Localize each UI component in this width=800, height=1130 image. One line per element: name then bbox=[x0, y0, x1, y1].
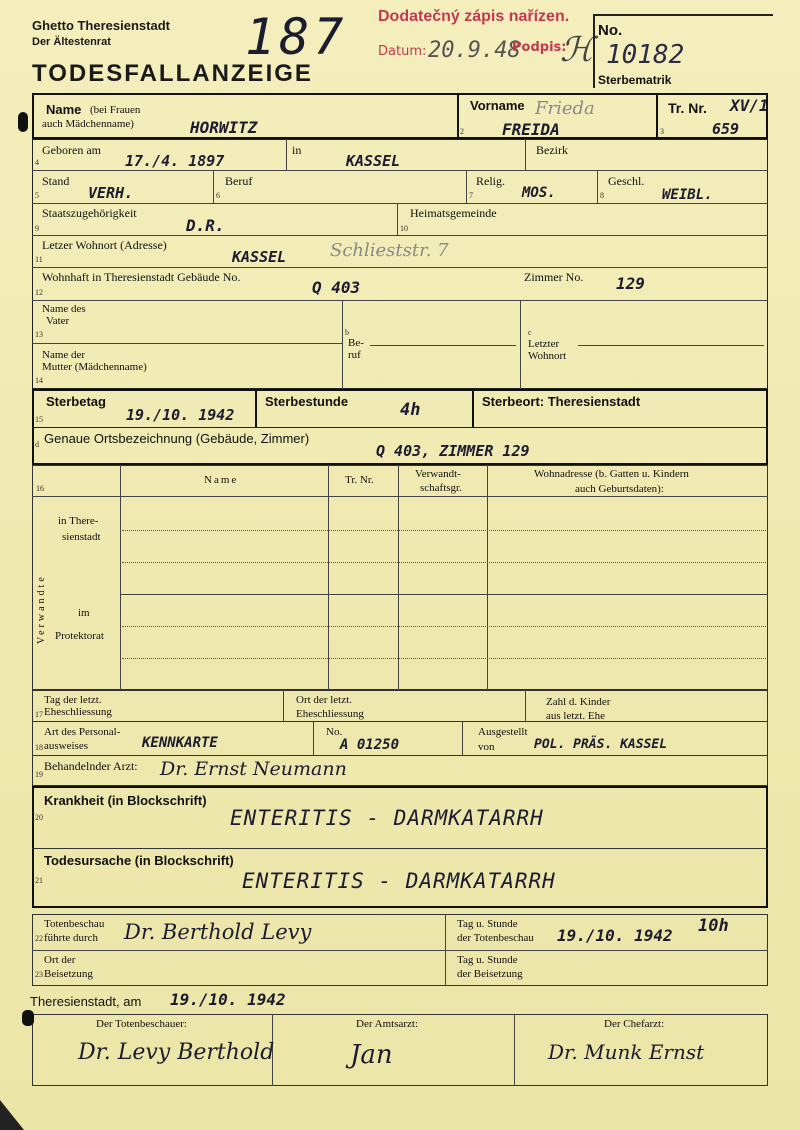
council-name: Der Ältestenrat bbox=[32, 36, 111, 48]
col-wohn2: auch Geburtsdaten): bbox=[575, 483, 664, 495]
sterbematrik-number: 10182 bbox=[606, 40, 685, 70]
col-wohn1: Wohnadresse (b. Gatten u. Kindern bbox=[534, 468, 689, 480]
stamp-addendum: Dodatečný zápis nařízen. bbox=[378, 8, 570, 25]
ausweis-no-value: A 01250 bbox=[340, 737, 400, 753]
in-label: in bbox=[292, 143, 302, 157]
beisetzung-ort-label2: Beisetzung bbox=[44, 968, 93, 980]
signature-totenbeschauer: Dr. Levy Berthold bbox=[78, 1040, 275, 1065]
totenbeschau-label2: führte durch bbox=[44, 932, 99, 944]
vater-label1: Name des bbox=[42, 303, 86, 315]
vorname-label: Vorname bbox=[470, 98, 525, 113]
field-letter: c bbox=[528, 328, 532, 337]
stamp-signature: ℋ bbox=[560, 30, 594, 70]
beschau-tag-label1: Tag u. Stunde bbox=[457, 918, 518, 930]
gebaeude-label: Wohnhaft in Theresienstadt Gebäude No. bbox=[42, 270, 241, 284]
verwandte-label: Verwandte bbox=[36, 574, 47, 644]
beschau-stunde-value: 10h bbox=[698, 916, 729, 936]
field-number: 10 bbox=[400, 224, 408, 233]
geschl-label: Geschl. bbox=[608, 174, 645, 188]
field-number: 11 bbox=[35, 255, 43, 264]
col-verw1: Verwandt- bbox=[415, 468, 461, 480]
ausweis-no-label: No. bbox=[326, 726, 343, 738]
personal-data-block bbox=[32, 139, 768, 389]
beschau-tag-label2: der Totenbeschau bbox=[457, 932, 534, 944]
field-number: 12 bbox=[35, 288, 43, 297]
heirat-tag-label1: Tag der letzt. bbox=[44, 694, 102, 706]
field-number: 4 bbox=[35, 158, 39, 167]
field-number: 23 bbox=[35, 970, 43, 979]
punch-hole-mark bbox=[18, 112, 28, 132]
col-name: Name bbox=[204, 474, 239, 486]
field-number: 2 bbox=[460, 127, 464, 136]
ausweis-art-label1: Art des Personal- bbox=[44, 726, 121, 738]
beschau-tag-value: 19./10. 1942 bbox=[557, 926, 673, 945]
chefarzt-label: Der Chefarzt: bbox=[604, 1018, 665, 1030]
arzt-row bbox=[32, 756, 768, 786]
field-number: 16 bbox=[36, 484, 44, 493]
staat-value: D.R. bbox=[186, 216, 225, 235]
trnr-value2: 659 bbox=[712, 120, 740, 138]
relatives-table bbox=[32, 465, 768, 690]
todesursache-label: Todesursache (in Blockschrift) bbox=[44, 853, 234, 868]
wohnort-value: KASSEL bbox=[232, 248, 287, 266]
stand-value: VERH. bbox=[88, 184, 134, 202]
beisetzung-tag-label1: Tag u. Stunde bbox=[457, 954, 518, 966]
heirat-ort-label2: Eheschliessung bbox=[296, 708, 364, 720]
field-number: 20 bbox=[35, 813, 43, 822]
ausgestellt-label1: Ausgestellt bbox=[478, 726, 528, 738]
geboren-value: 17./4. 1897 bbox=[125, 152, 225, 170]
field-number: 17 bbox=[35, 710, 43, 719]
field-number: 9 bbox=[35, 224, 39, 233]
bezirk-label: Bezirk bbox=[536, 143, 568, 157]
trnr-label: Tr. Nr. bbox=[668, 100, 707, 116]
sterbetag-label: Sterbetag bbox=[46, 394, 106, 409]
sterbestunde-label: Sterbestunde bbox=[265, 394, 349, 409]
kinder-label2: aus letzt. Ehe bbox=[546, 710, 605, 722]
col-trnr: Tr. Nr. bbox=[345, 474, 374, 486]
field-number: 19 bbox=[35, 770, 43, 779]
stamp-datum-label: Datum: bbox=[378, 44, 427, 59]
punch-hole-mark bbox=[22, 1010, 34, 1026]
vorname-pencil: Frieda bbox=[535, 98, 595, 119]
kinder-label1: Zahl d. Kinder bbox=[546, 696, 611, 708]
relig-value: MOS. bbox=[522, 185, 556, 201]
ausweis-art-label2: ausweises bbox=[44, 740, 88, 752]
place-date-label: Theresienstadt, am bbox=[30, 994, 142, 1009]
marriage-row bbox=[32, 690, 768, 722]
arzt-value: Dr. Ernst Neumann bbox=[160, 758, 347, 780]
no-label: No. bbox=[598, 22, 623, 39]
beisetzung-tag-label2: der Beisetzung bbox=[457, 968, 523, 980]
eltern-wohnort-label1: Letzter bbox=[528, 338, 560, 350]
form-title: TODESFALLANZEIGE bbox=[32, 60, 313, 87]
field-letter: d bbox=[35, 440, 39, 449]
field-number: 8 bbox=[600, 191, 604, 200]
signature-chefarzt: Dr. Munk Ernst bbox=[548, 1040, 705, 1064]
name-label-small: (bei Frauen bbox=[90, 104, 141, 116]
name-value: HORWITZ bbox=[190, 118, 258, 137]
stamp-datum-value: 20.9.48 bbox=[428, 38, 521, 63]
ghetto-name: Ghetto Theresienstadt bbox=[32, 18, 170, 33]
field-number: 5 bbox=[35, 191, 39, 200]
field-number: 15 bbox=[35, 415, 43, 424]
torn-corner bbox=[0, 1100, 24, 1130]
protektorat-label: Protektorat bbox=[55, 630, 104, 642]
in-there-label2: sienstadt bbox=[62, 531, 101, 543]
wohnort-label: Letzer Wohnort (Adresse) bbox=[42, 238, 167, 252]
totenbeschau-label1: Totenbeschau bbox=[44, 918, 105, 930]
sterbetag-value: 19./10. 1942 bbox=[126, 406, 235, 424]
amtsarzt-label: Der Amtsarzt: bbox=[356, 1018, 419, 1030]
field-number: 7 bbox=[469, 191, 473, 200]
wohnort-pencil: Schlieststr. 7 bbox=[330, 240, 449, 261]
in-there-label1: in There- bbox=[58, 515, 99, 527]
field-number: 13 bbox=[35, 330, 43, 339]
trnr-value1: XV/1 bbox=[730, 96, 769, 115]
sterbeort-label: Sterbeort: Theresienstadt bbox=[482, 394, 641, 409]
geburtsort-value: KASSEL bbox=[346, 152, 401, 170]
ausgestellt-value: POL. PRÄS. KASSEL bbox=[534, 737, 668, 752]
im-label: im bbox=[78, 607, 90, 619]
arzt-label: Behandelnder Arzt: bbox=[44, 759, 138, 773]
krankheit-label: Krankheit (in Blockschrift) bbox=[44, 793, 207, 808]
heirat-ort-label1: Ort der letzt. bbox=[296, 694, 352, 706]
name-label-small2: auch Mädchenname) bbox=[42, 118, 134, 130]
gebaeude-value: Q 403 bbox=[312, 278, 361, 297]
zimmer-value: 129 bbox=[616, 274, 645, 293]
place-date-value: 19./10. 1942 bbox=[170, 990, 286, 1009]
handwritten-number: 187 bbox=[245, 8, 348, 66]
field-number: 22 bbox=[35, 934, 43, 943]
eltern-beruf-label1: Be- bbox=[348, 337, 364, 349]
name-label: Name bbox=[46, 102, 82, 117]
eltern-wohnort-label2: Wohnort bbox=[528, 350, 567, 362]
staat-label: Staatszugehörigkeit bbox=[42, 206, 137, 220]
eltern-beruf-label2: ruf bbox=[348, 349, 361, 361]
zimmer-label: Zimmer No. bbox=[524, 270, 584, 284]
vater-label2: Vater bbox=[46, 315, 70, 327]
ausgestellt-label2: von bbox=[478, 741, 495, 753]
heimat-label: Heimatsgemeinde bbox=[410, 206, 497, 220]
mutter-label2: Mutter (Mädchenname) bbox=[42, 361, 147, 373]
sterbematrik-label: Sterbematrik bbox=[598, 73, 672, 87]
field-number: 18 bbox=[35, 743, 43, 752]
ortsbezeichnung-value: Q 403, ZIMMER 129 bbox=[376, 442, 530, 460]
signature-amtsarzt: Jan bbox=[350, 1040, 393, 1070]
beisetzung-ort-label1: Ort der bbox=[44, 954, 76, 966]
field-number: 6 bbox=[216, 191, 220, 200]
sterbestunde-value: 4h bbox=[400, 400, 421, 420]
relig-label: Relig. bbox=[476, 174, 505, 188]
field-letter: b bbox=[345, 328, 349, 337]
vorname-value: FREIDA bbox=[502, 120, 560, 139]
ortsbezeichnung-label: Genaue Ortsbezeichnung (Gebäude, Zimmer) bbox=[44, 431, 310, 446]
geboren-label: Geboren am bbox=[42, 143, 101, 157]
totenbeschauer-label: Der Totenbeschauer: bbox=[96, 1018, 187, 1030]
mutter-label1: Name der bbox=[42, 349, 86, 361]
geschl-value: WEIBL. bbox=[662, 187, 713, 203]
krankheit-value: ENTERITIS - DARMKATARRH bbox=[230, 806, 544, 830]
field-number: 14 bbox=[35, 376, 43, 385]
stamp-podpis-label: Podpis: bbox=[512, 40, 567, 55]
field-number: 3 bbox=[660, 127, 664, 136]
field-number: 21 bbox=[35, 876, 43, 885]
col-verw2: schaftsgr. bbox=[420, 482, 462, 494]
beruf-label: Beruf bbox=[225, 174, 253, 188]
heirat-tag-label2: Eheschliessung bbox=[44, 706, 112, 718]
todesursache-value: ENTERITIS - DARMKATARRH bbox=[242, 869, 556, 893]
ausweis-art-value: KENNKARTE bbox=[142, 735, 218, 751]
stand-label: Stand bbox=[42, 174, 70, 188]
totenbeschau-value: Dr. Berthold Levy bbox=[124, 920, 312, 944]
